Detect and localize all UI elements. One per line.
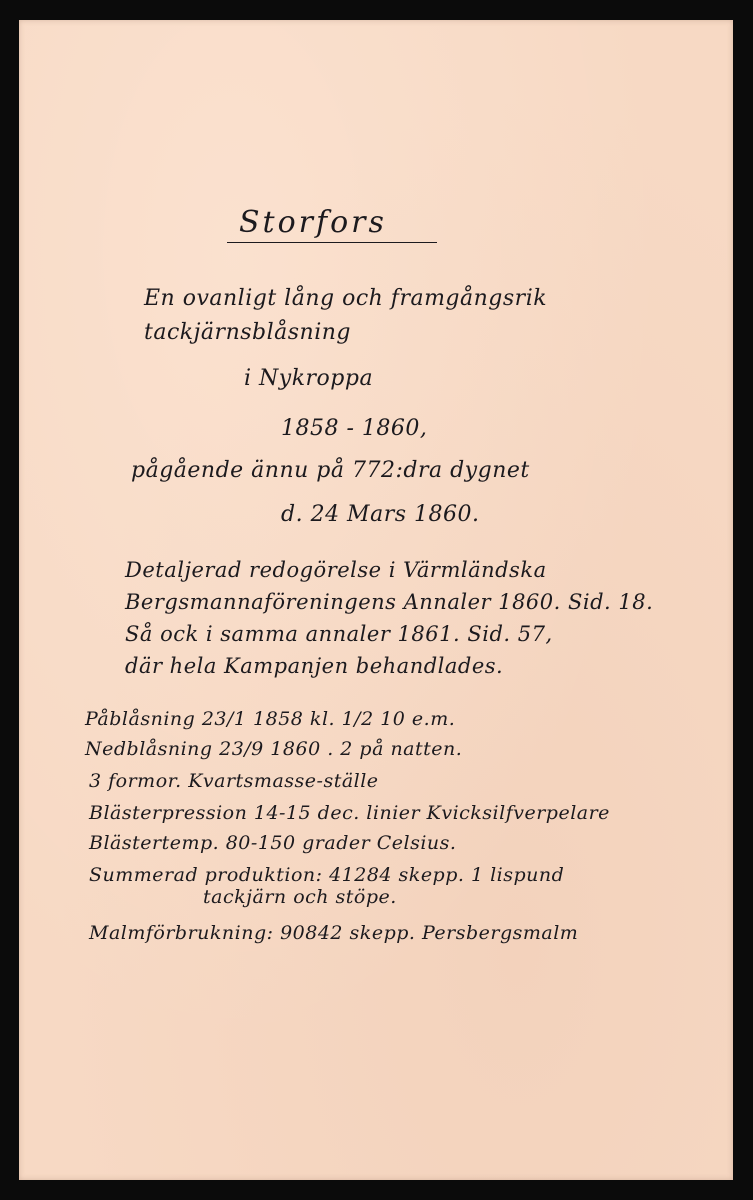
reference-line: Så ock i samma annaler 1861. Sid. 57,: [125, 622, 553, 646]
detail-line: Påblåsning 23/1 1858 kl. 1/2 10 e.m.: [85, 708, 456, 730]
intro-line: En ovanligt lång och framgångsrik: [144, 286, 548, 311]
detail-line: Blästerpression 14-15 dec. linier Kvicksilfverpelare: [89, 802, 610, 824]
intro-line: pågående ännu på 772:dra dygnet: [131, 458, 530, 483]
detail-line: Malmförbrukning: 90842 skepp. Persbergsmalm: [89, 922, 579, 944]
detail-line: Blästertemp. 80-150 grader Celsius.: [89, 832, 457, 854]
detail-line: Summerad produktion: 41284 skepp. 1 lispund: [89, 864, 565, 886]
document-title: Storfors: [239, 205, 387, 240]
paper-sheet: [19, 20, 733, 1180]
title-underline: [227, 242, 437, 243]
reference-line: Detaljerad redogörelse i Värmländska: [125, 558, 547, 582]
detail-line: Nedblåsning 23/9 1860 . 2 på natten.: [85, 738, 463, 760]
detail-line: tackjärn och stöpe.: [203, 886, 397, 908]
intro-line: d. 24 Mars 1860.: [281, 502, 480, 527]
detail-line: 3 formor. Kvartsmasse-ställe: [89, 770, 379, 792]
intro-line: tackjärnsblåsning: [144, 320, 352, 345]
intro-line: 1858 - 1860,: [281, 416, 428, 441]
reference-line: där hela Kampanjen behandlades.: [125, 654, 504, 678]
reference-line: Bergsmannaföreningens Annaler 1860. Sid. 18.: [125, 590, 654, 614]
intro-line: i Nykroppa: [244, 366, 374, 391]
